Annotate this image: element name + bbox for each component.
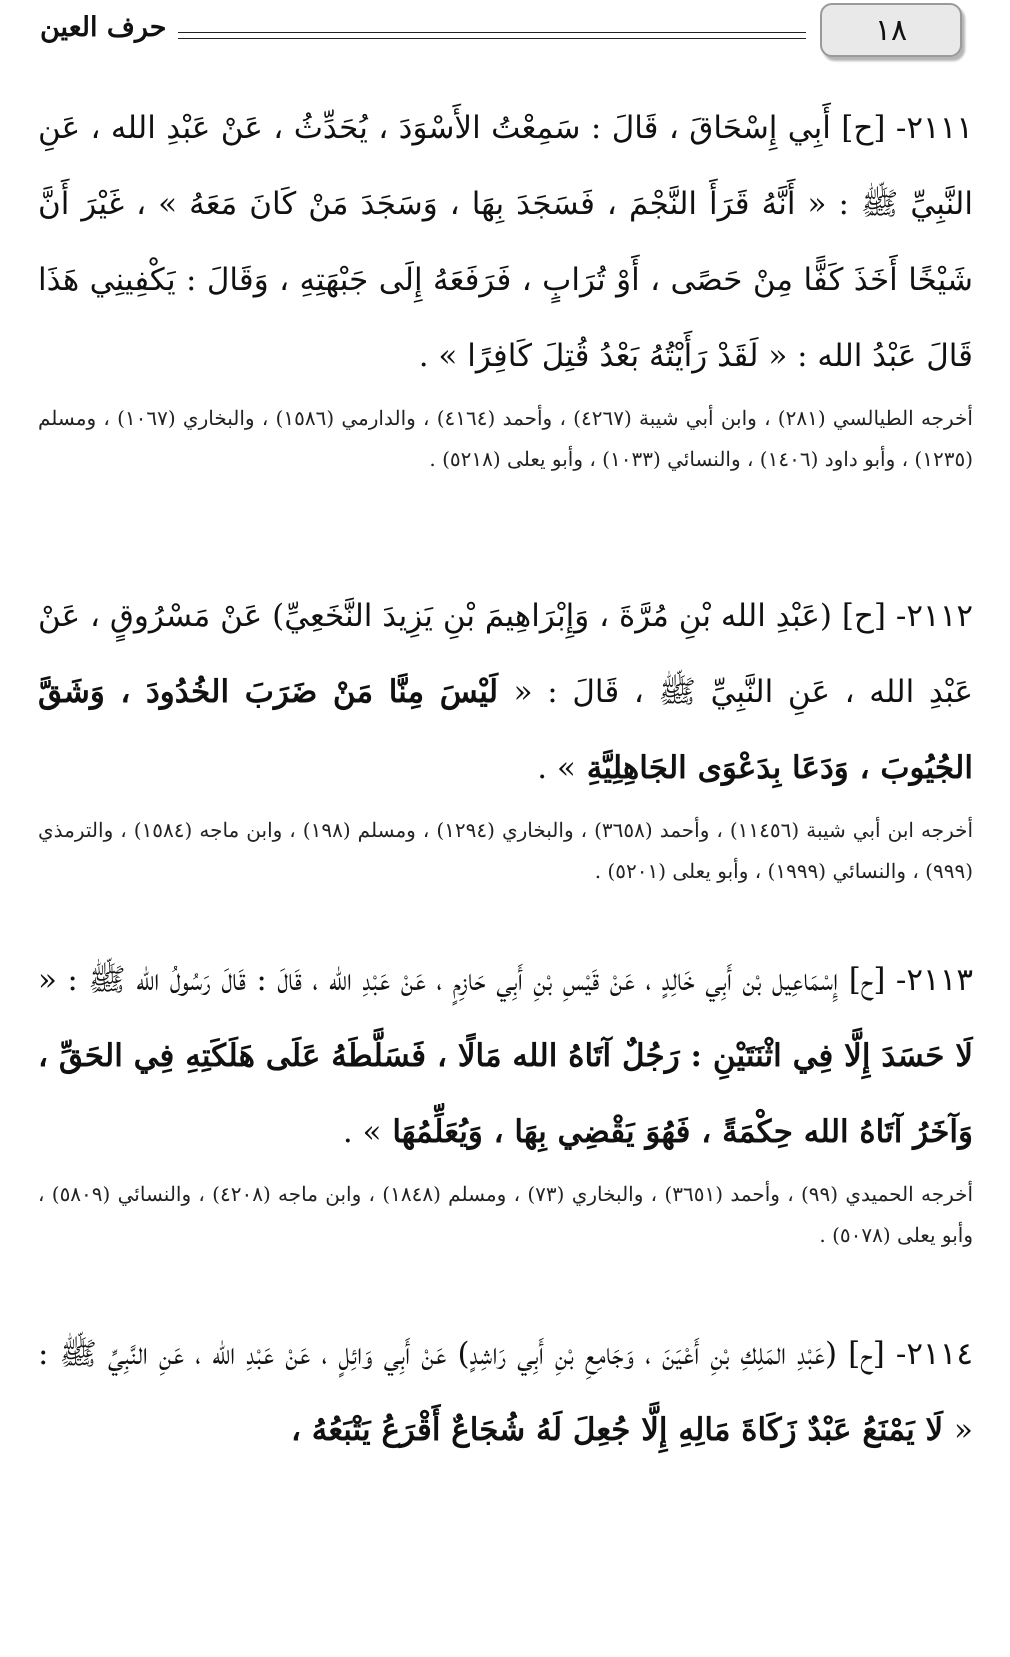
hadith-chain: - [ح] (عَبْدِ المَلِكِ بْنِ أَعْيَنَ ، وَجَامِعِ بْنِ أَبِي رَاشِدٍ) عَنْ أَبِي وَائِلٍ ، عَنْ عَبْدِ الله ، عَنِ النَّبِيِّ ﷺ : « [38, 1336, 973, 1448]
takhrij-note: أخرجه الطيالسي (٢٨١) ، وابن أبي شيبة (٤٢٦٧) ، وأحمد (٤١٦٤) ، والدارمي (١٥٨٦) ، والبخاري (١٠٦٧) ، ومسلم (١٢٣٥) ، وأبو داود (١٤٠٦) ، والنسائي (١٠٣٣) ، وأبو يعلى (٥٢١٨) . [38, 406, 973, 471]
hadith-entry [38, 578, 973, 892]
hadith-matn: لَا حَسَدَ إِلَّا فِي اثْنَتَيْنِ : رَجُلٌ آتَاهُ الله مَالًا ، فَسَلَّطَهُ عَلَى هَلَكَتِهِ فِي الحَقِّ ، وَآخَرُ آتَاهُ الله حِكْمَةً ، فَهُوَ يَقْضِي بِهَا ، وَيُعَلِّمُهَا [38, 1038, 973, 1150]
hadith-matn: لَيْسَ مِنَّا مَنْ ضَرَبَ الخُدُودَ ، وَشَقَّ الجُيُوبَ ، وَدَعَا بِدَعْوَى الجَاهِلِيَّةِ [38, 674, 973, 786]
takhrij-note: أخرجه ابن أبي شيبة (١١٤٥٦) ، وأحمد (٣٦٥٨) ، والبخاري (١٢٩٤) ، ومسلم (١٩٨) ، وابن ماجه (١٥٨٤) ، والترمذي (٩٩٩) ، والنسائي (١٩٩٩) ، وأبو يعلى (٥٢٠١) . [38, 818, 974, 883]
hadith-number: ٢١١٣ [906, 962, 973, 998]
hadith-entry [38, 1316, 973, 1468]
hadith-entry [38, 942, 973, 1256]
hadith-text [38, 578, 973, 806]
header-rule [178, 38, 806, 39]
hadith-number: ٢١١٢ [906, 598, 973, 634]
section-title: حرف العين [40, 12, 167, 43]
hadith-chain: - [ح] إِسْمَاعِيل بْن أَبِي خَالِدٍ ، عَنْ قَيْسِ بْنِ أَبِي حَازِمٍ ، عَنْ عَبْدِ الله ، قَالَ : قَالَ رَسُولُ الله ﷺ : « [38, 962, 907, 998]
hadith-closing: » . [342, 1114, 382, 1150]
page-header [0, 0, 1010, 64]
hadith-text [38, 90, 973, 394]
hadith-closing: » . [537, 750, 576, 786]
hadith-number: ٢١١١ [906, 110, 973, 146]
hadith-body: - [ح] أَبِي إِسْحَاقَ ، قَالَ : سَمِعْتُ الأَسْوَدَ ، يُحَدِّثُ ، عَنْ عَبْدِ الله ، عَنِ النَّبِيِّ ﷺ : « أَنَّهُ قَرَأَ النَّجْمَ ، فَسَجَدَ بِهَا ، وَسَجَدَ مَنْ كَانَ مَعَهُ » ، غَيْرَ أَنَّ شَيْخًا أَخَذَ كَفًّا مِنْ حَصًى ، أَوْ تُرَابٍ ، فَرَفَعَهُ إِلَى جَبْهَتِهِ ، وَقَالَ : يَكْفِينِي هَذَا قَالَ عَبْدُ الله : « لَقَدْ رَأَيْتُهُ بَعْدُ قُتِلَ كَافِرًا » . [38, 110, 973, 374]
hadith-text [38, 1316, 973, 1468]
hadith-entry [38, 90, 973, 480]
page-number: ١٨ [874, 12, 908, 48]
page-number-tab [820, 3, 962, 57]
hadith-number: ٢١١٤ [906, 1336, 973, 1372]
takhrij-note: أخرجه الحميدي (٩٩) ، وأحمد (٣٦٥١) ، والبخاري (٧٣) ، ومسلم (١٨٤٨) ، وابن ماجه (٤٢٠٨) ، والنسائي (٥٨٠٩) ، وأبو يعلى (٥٠٧٨) . [38, 1182, 974, 1247]
hadith-chain: - [ح] (عَبْدِ الله بْنِ مُرَّةَ ، وَإِبْرَاهِيمَ بْنِ يَزِيدَ النَّخَعِيِّ) عَنْ مَسْرُوقٍ ، عَنْ عَبْدِ الله ، عَنِ النَّبِيِّ ﷺ ، قَالَ : « [38, 598, 973, 710]
hadith-text [38, 942, 973, 1170]
header-rule [178, 32, 806, 33]
hadith-matn: لَا يَمْنَعُ عَبْدٌ زَكَاةَ مَالِهِ إِلَّا جُعِلَ لَهُ شُجَاعٌ أَقْرَعُ يَتْبَعُهُ ، [290, 1412, 955, 1448]
